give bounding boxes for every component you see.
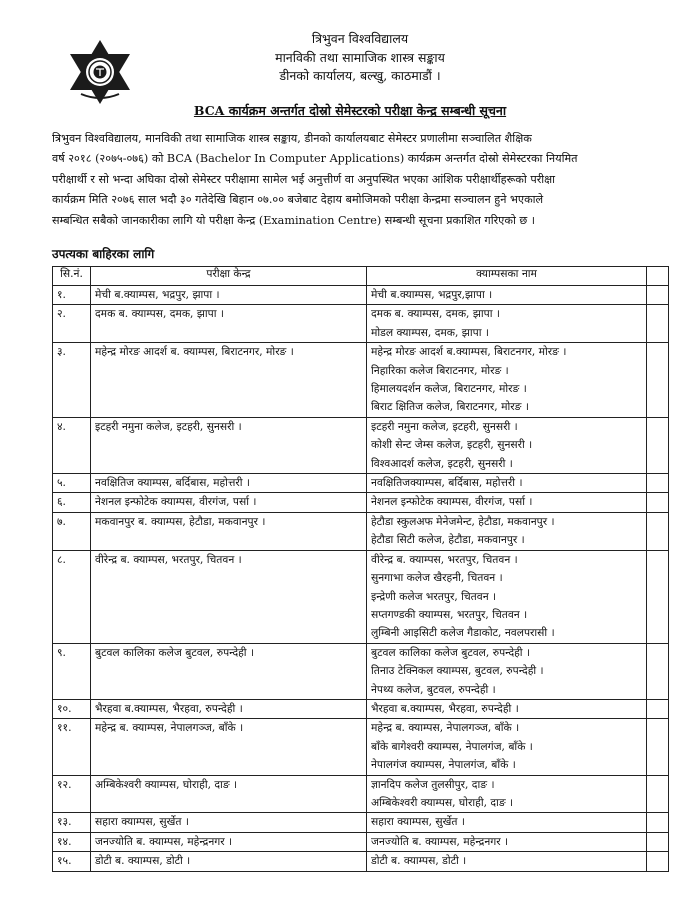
blank-cell — [647, 512, 669, 550]
section-title: उपत्यका बाहिरका लागि — [52, 247, 155, 261]
campus-name: इटहरी नमुना कलेज, इटहरी, सुनसरी । — [371, 419, 518, 433]
campus-name: हेटौडा स्कुलअफ मेनेजमेन्ट, हेटौडा, मकवानपुर । — [371, 514, 555, 528]
exam-centre-cell: भैरहवा ब.क्याम्पस, भैरहवा, रुपन्देही । — [91, 699, 367, 718]
intro-line: त्रिभुवन विश्वविद्यालय, मानविकी तथा सामाजिक शास्त्र सङ्काय, डीनको कार्यालयबाट सेमेस्टर प्रणालीमा सञ्चालित शैक्षिक — [52, 132, 532, 145]
campus-list-cell — [367, 512, 647, 550]
campus-list-cell — [367, 493, 647, 512]
blank-cell — [647, 550, 669, 643]
campus-name: वीरेन्द्र ब. क्याम्पस, भरतपुर, चितवन । — [371, 552, 518, 566]
campus-list-cell — [367, 474, 647, 493]
row-serial-number: ४. — [53, 417, 91, 473]
campus-name: सप्तगण्डकी क्याम्पस, भरतपुर, चितवन । — [371, 607, 528, 621]
blank-cell — [647, 719, 669, 775]
campus-name: नेपालगंज क्याम्पस, नेपालगंज, बाँके । — [371, 758, 516, 772]
blank-cell — [647, 286, 669, 305]
row-serial-number: १०. — [53, 699, 91, 718]
blank-cell — [647, 643, 669, 699]
campus-name: सहारा क्याम्पस, सुर्खेत । — [371, 815, 465, 829]
campus-name: बिराट क्षितिज कलेज, बिराटनगर, मोरङ । — [371, 400, 529, 414]
campus-name: नवक्षितिजक्याम्पस, बर्दिबास, महोत्तरी । — [371, 476, 523, 490]
exam-centre-cell: बुटवल कालिका कलेज बुटवल, रुपन्देही । — [91, 643, 367, 699]
campus-list-cell — [367, 699, 647, 718]
office-name: डीनको कार्यालय, बल्खु, काठमाडौं । — [279, 68, 441, 83]
blank-cell — [647, 852, 669, 871]
exam-centre-cell: वीरेन्द्र ब. क्याम्पस, भरतपुर, चितवन । — [91, 550, 367, 643]
campus-list-cell — [367, 305, 647, 343]
table-row — [53, 493, 669, 512]
campus-name: अम्बिकेश्वरी क्याम्पस, घोराही, दाङ । — [371, 795, 514, 809]
exam-centre-cell: महेन्द्र ब. क्याम्पस, नेपालगञ्ज, बाँके । — [91, 719, 367, 775]
table-row — [53, 813, 669, 832]
institute-name: मानविकी तथा सामाजिक शास्त्र सङ्काय — [275, 49, 445, 65]
row-serial-number: ७. — [53, 512, 91, 550]
table-row — [53, 719, 669, 775]
table-row — [53, 474, 669, 493]
campus-list-cell — [367, 852, 647, 871]
row-serial-number: ८. — [53, 550, 91, 643]
table-row — [53, 512, 669, 550]
campus-name: इन्द्रेणी कलेज भरतपुर, चितवन । — [371, 589, 497, 603]
exam-centre-cell: दमक ब. क्याम्पस, दमक, झापा । — [91, 305, 367, 343]
blank-cell — [647, 305, 669, 343]
table-row — [53, 417, 669, 473]
campus-name: तिनाउ टेक्निकल क्याम्पस, बुटवल, रुपन्देही । — [371, 664, 544, 678]
campus-name: बुटवल कालिका कलेज बुटवल, रुपन्देही । — [371, 645, 531, 659]
campus-list-cell — [367, 832, 647, 851]
exam-centre-cell: जनज्योति ब. क्याम्पस, महेन्द्रनगर । — [91, 832, 367, 851]
campus-name: नेशनल इन्फोटेक क्याम्पस, वीरगंज, पर्सा । — [371, 495, 533, 509]
blank-cell — [647, 813, 669, 832]
campus-name: दमक ब. क्याम्पस, दमक, झापा । — [371, 307, 500, 321]
row-serial-number: ११. — [53, 719, 91, 775]
table-header-row — [53, 267, 669, 286]
exam-centre-cell: मकवानपुर ब. क्याम्पस, हेटौडा, मकवानपुर । — [91, 512, 367, 550]
table-row — [53, 286, 669, 305]
blank-cell — [647, 832, 669, 851]
campus-name: जनज्योति ब. क्याम्पस, महेन्द्रनगर । — [371, 834, 509, 848]
table-row — [53, 832, 669, 851]
exam-centre-cell: महेन्द्र मोरङ आदर्श ब. क्याम्पस, बिराटनगर, मोरङ । — [91, 343, 367, 418]
campus-list-cell — [367, 417, 647, 473]
campus-name: विश्वआदर्श कलेज, इटहरी, सुनसरी । — [371, 456, 513, 470]
blank-cell — [647, 474, 669, 493]
blank-cell — [647, 417, 669, 473]
table-row — [53, 852, 669, 871]
exam-centre-cell: अम्बिकेश्वरी क्याम्पस, घोराही, दाङ । — [91, 775, 367, 813]
campus-name: भैरहवा ब.क्याम्पस, भैरहवा, रुपन्देही । — [371, 701, 519, 715]
row-serial-number: १४. — [53, 832, 91, 851]
row-serial-number: १३. — [53, 813, 91, 832]
exam-centre-cell: नेशनल इन्फोटेक क्याम्पस, वीरगंज, पर्सा । — [91, 493, 367, 512]
table-row — [53, 343, 669, 418]
campus-name: ज्ञानदिप कलेज तुलसीपुर, दाङ । — [371, 777, 495, 791]
row-serial-number: १. — [53, 286, 91, 305]
campus-list-cell — [367, 719, 647, 775]
table-row — [53, 550, 669, 643]
blank-cell — [647, 699, 669, 718]
table-row — [53, 699, 669, 718]
row-serial-number: १२. — [53, 775, 91, 813]
table-row — [53, 775, 669, 813]
exam-centre-table — [52, 266, 669, 872]
intro-paragraph — [52, 129, 660, 231]
campus-name: सुनगाभा कलेज खैरहनी, चितवन । — [371, 571, 503, 585]
campus-name: हेटौडा सिटी कलेज, हेटौडा, मकवानपुर । — [371, 533, 525, 547]
letterhead — [210, 30, 510, 86]
university-logo-icon — [68, 38, 132, 106]
exam-centre-cell: डोटी ब. क्याम्पस, डोटी । — [91, 852, 367, 871]
campus-name: मोडल क्याम्पस, दमक, झापा । — [371, 325, 489, 339]
col-header-campuses: क्याम्पसका नाम — [367, 267, 647, 286]
exam-centre-cell: मेची ब.क्याम्पस, भद्रपुर, झापा । — [91, 286, 367, 305]
row-serial-number: ९. — [53, 643, 91, 699]
table-row — [53, 305, 669, 343]
blank-cell — [647, 493, 669, 512]
intro-line: वर्ष २०१८ (२०७५-०७६) को BCA (Bachelor In Computer Applications) कार्यक्रम अन्तर्गत दोस्रो सेमेस्टरका नियमित — [52, 152, 578, 166]
university-name: त्रिभुवन विश्वविद्यालय — [311, 31, 409, 46]
campus-name: नेपथ्य कलेज, बुटवल, रुपन्देही । — [371, 682, 496, 696]
exam-centre-cell: सहारा क्याम्पस, सुर्खेत । — [91, 813, 367, 832]
campus-name: हिमालयदर्शन कलेज, बिराटनगर, मोरङ । — [371, 382, 527, 396]
campus-name: मेची ब.क्याम्पस, भद्रपुर,झापा । — [371, 288, 493, 301]
col-header-centre: परीक्षा केन्द्र — [91, 267, 367, 286]
row-serial-number: २. — [53, 305, 91, 343]
campus-list-cell — [367, 643, 647, 699]
campus-name: निहारिका कलेज बिराटनगर, मोरङ । — [371, 363, 509, 377]
campus-list-cell — [367, 343, 647, 418]
campus-name: महेन्द्र मोरङ आदर्श ब.क्याम्पस, बिराटनगर, मोरङ । — [371, 345, 567, 359]
blank-cell — [647, 775, 669, 813]
notice-title: BCA कार्यक्रम अन्तर्गत दोस्रो सेमेस्टरको परीक्षा केन्द्र सम्बन्धी सूचना — [193, 103, 507, 118]
row-serial-number: ३. — [53, 343, 91, 418]
campus-name: लुम्बिनी आइसिटी कलेज गैडाकोट, नवलपरासी । — [371, 626, 555, 640]
campus-list-cell — [367, 550, 647, 643]
row-serial-number: ५. — [53, 474, 91, 493]
row-serial-number: १५. — [53, 852, 91, 871]
campus-list-cell — [367, 286, 647, 305]
exam-centre-cell: नवक्षितिज क्याम्पस, बर्दिबास, महोत्तरी । — [91, 474, 367, 493]
intro-line: कार्यक्रम मिति २०७६ साल भदौ ३० गतेदेखि बिहान ०७.०० बजेबाट देहाय बमोजिमको परीक्षा केन्द्रमा सञ्चालन हुने भएकाले — [52, 193, 544, 207]
campus-name: डोटी ब. क्याम्पस, डोटी । — [371, 854, 467, 868]
exam-centre-cell: इटहरी नमुना कलेज, इटहरी, सुनसरी । — [91, 417, 367, 473]
campus-name: बाँके बागेश्वरी क्याम्पस, नेपालगंज, बाँके । — [371, 739, 533, 753]
campus-list-cell — [367, 813, 647, 832]
row-serial-number: ६. — [53, 493, 91, 512]
intro-line: परीक्षार्थी र सो भन्दा अघिका दोस्रो सेमेस्टर परीक्षामा सामेल भई अनुत्तीर्ण वा अनुपस्थित भएका आंशिक परीक्षार्थीहरूको परीक्षा — [52, 172, 556, 186]
col-header-sn: सि.नं. — [53, 267, 91, 286]
table-row — [53, 643, 669, 699]
col-header-blank — [647, 267, 669, 286]
table-body — [53, 286, 669, 872]
campus-name: महेन्द्र ब. क्याम्पस, नेपालगञ्ज, बाँके । — [371, 721, 520, 735]
campus-list-cell — [367, 775, 647, 813]
blank-cell — [647, 343, 669, 418]
campus-name: कोशी सेन्ट जेम्स कलेज, इटहरी, सुनसरी । — [371, 438, 533, 452]
intro-line: सम्बन्धित सबैको जानकारीका लागि यो परीक्षा केन्द्र (Examination Centre) सम्बन्धी सूचना प्रकाशित गरिएको छ । — [52, 213, 536, 227]
